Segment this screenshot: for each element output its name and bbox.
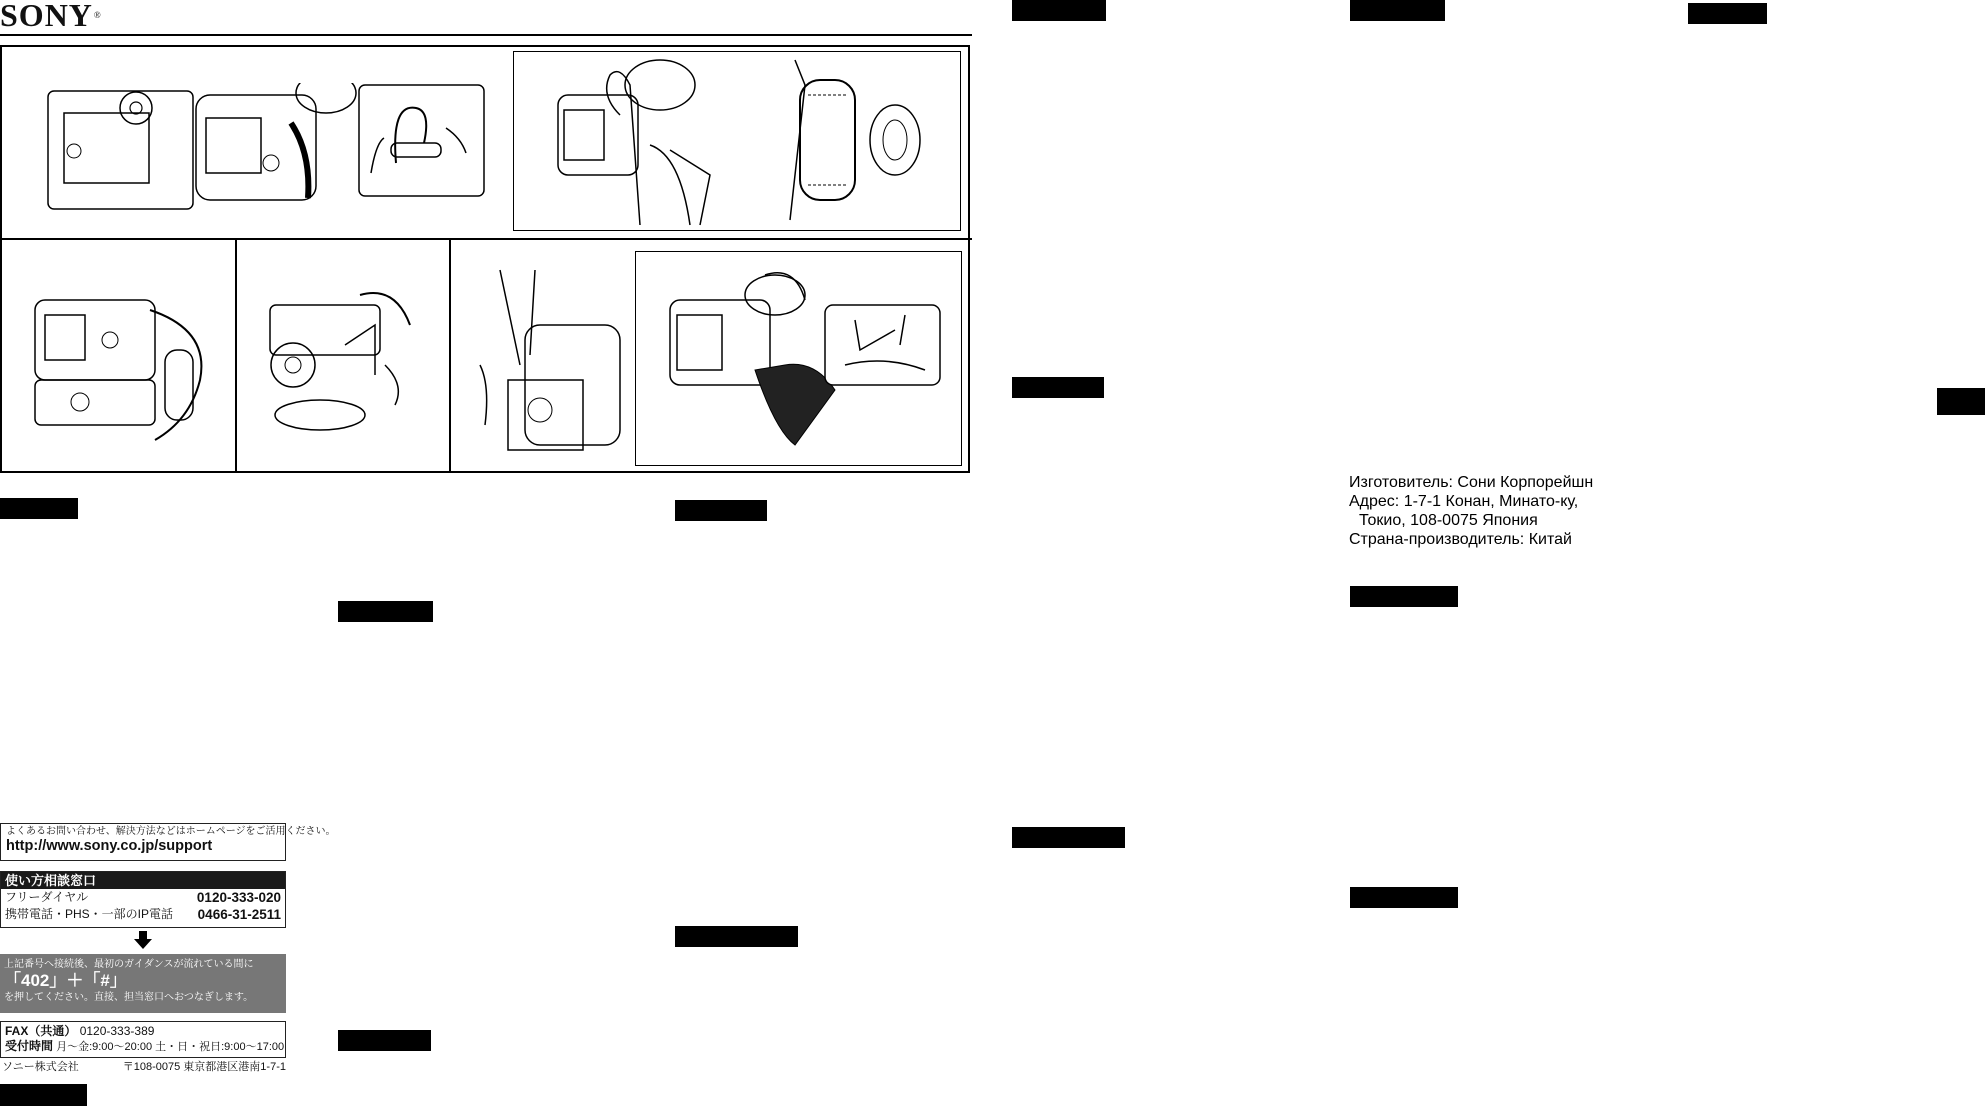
- hours-row: [1, 1039, 285, 1055]
- section-header-bar: [1012, 0, 1106, 21]
- free-dial-number: 0120-333-020: [196, 890, 281, 905]
- fax-box: [0, 1021, 286, 1058]
- country-line: Страна-производитель: Китай: [1349, 531, 1572, 548]
- company-name: ソニー株式会社: [2, 1061, 79, 1073]
- logo-text: SONY: [0, 0, 93, 33]
- support-url-link[interactable]: http://www.sony.co.jp/support: [6, 838, 213, 854]
- page-edge-tab: [1937, 388, 1985, 415]
- registered-mark: ®: [93, 10, 102, 20]
- hours-value: 月～金:9:00～20:00 土・日・祝日:9:00～17:00: [56, 1041, 285, 1053]
- sony-logo: [0, 0, 102, 33]
- manufacturer-line: Изготовитель: Сони Корпорейшн: [1349, 474, 1594, 491]
- fax-number: 0120-333-389: [79, 1024, 155, 1038]
- mobile-number: 0466-31-2511: [197, 907, 281, 922]
- section-header-bar: [1688, 3, 1767, 24]
- frame-divider: [0, 238, 972, 240]
- arrow-down-icon: [134, 931, 152, 949]
- section-header-bar: [338, 601, 433, 622]
- company-address: 〒108-0075 東京都港区港南1-7-1: [122, 1061, 286, 1073]
- illustration-camera-battery-grip: [30, 290, 215, 445]
- illustration-hand-grip: [550, 55, 960, 227]
- phone-support-title: 使い方相談窓口: [1, 872, 285, 889]
- address-line-2: Токио, 108-0075 Япония: [1359, 512, 1538, 529]
- illustration-strap-buckle: [475, 265, 625, 460]
- section-header-bar: [338, 1030, 431, 1051]
- section-header-bar: [0, 498, 78, 519]
- fax-row: [1, 1024, 285, 1039]
- frame-divider: [235, 239, 237, 473]
- guidance-line-2: を押してください。直接、担当窓口へおつなぎします。: [4, 992, 254, 1003]
- guidance-box: [0, 954, 286, 1013]
- address-line-1: Адрес: 1-7-1 Конан, Минато-ку,: [1349, 493, 1579, 510]
- fax-label: FAX（共通）: [5, 1024, 77, 1038]
- frame-divider: [449, 239, 451, 473]
- support-intro: よくあるお問い合わせ、解決方法などはホームページをご活用ください。: [6, 826, 336, 837]
- free-dial-label: フリーダイヤル: [5, 890, 89, 904]
- section-header-bar: [1350, 586, 1458, 607]
- guidance-line-1: 上記番号へ接続後、最初のガイダンスが流れている間に: [4, 959, 254, 970]
- section-header-bar: [1350, 0, 1445, 21]
- guidance-code: 「402」＋「#」: [4, 971, 127, 990]
- free-dial-row: [1, 889, 285, 906]
- section-header-bar: [1350, 887, 1458, 908]
- section-header-bar: [1012, 827, 1125, 848]
- mobile-row: [1, 906, 285, 923]
- mobile-label: 携帯電話・PHS・一部のIP電話: [5, 907, 174, 921]
- hours-label: 受付時間: [5, 1039, 54, 1053]
- header-rule: [0, 34, 972, 36]
- section-header-bar: [675, 500, 767, 521]
- phone-support-box: [0, 871, 286, 928]
- section-header-bar: [0, 1084, 87, 1106]
- illustration-camera-with-grip: [655, 270, 955, 460]
- russian-manufacturer-info: [1349, 473, 1593, 549]
- company-footer: [2, 1061, 286, 1074]
- support-url-box: [0, 823, 336, 861]
- section-header-bar: [1012, 377, 1104, 398]
- section-header-bar: [675, 926, 798, 947]
- illustration-strap-loop: [265, 285, 430, 435]
- illustration-camera-strap-attach: [46, 83, 491, 213]
